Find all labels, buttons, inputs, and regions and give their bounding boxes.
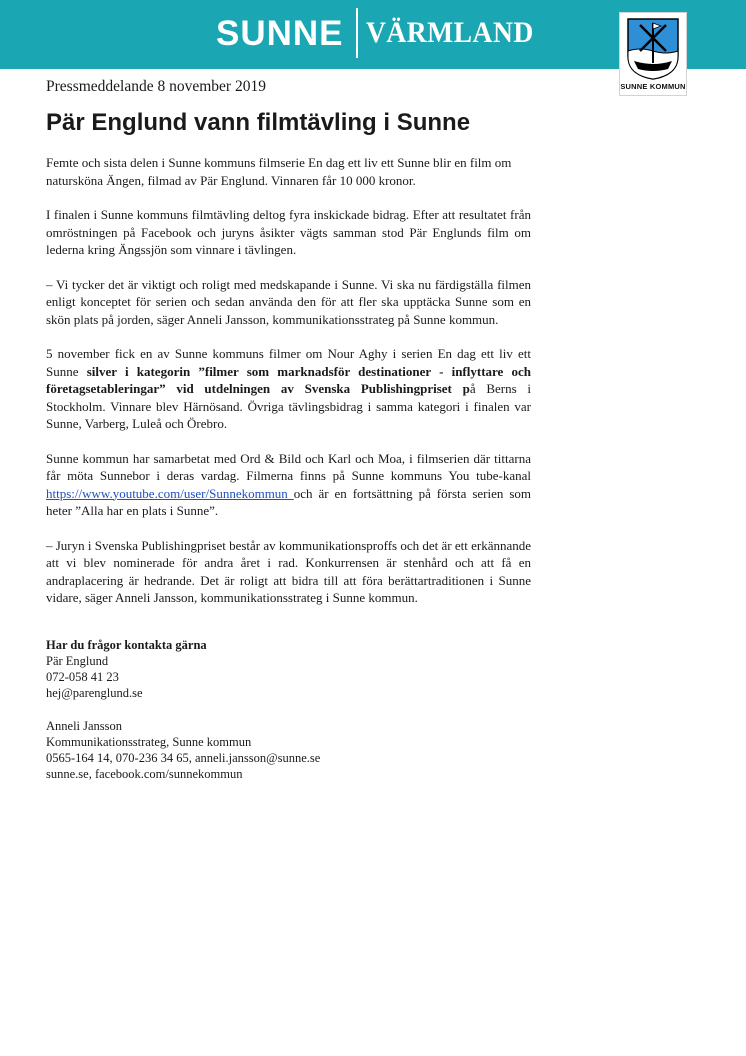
- paragraph-quote: – Vi tycker det är viktigt och roligt med medskapande i Sunne. Vi ska nu färdigställa filmen enligt konceptet för serien och sedan använda den för att fler ska upptäcka Sunne som en skön plats på jorden, säger Anneli Jansson, kommunikationsstrateg på Sunne kommun.: [46, 276, 531, 327]
- contact-2-details: 0565-164 14, 070-236 34 65, anneli.jansson@sunne.se: [46, 750, 321, 765]
- crest-label: SUNNE KOMMUN: [620, 82, 686, 91]
- sunne-coat-of-arms-icon: [626, 17, 680, 81]
- press-release: [46, 77, 531, 782]
- contact-2-web: sunne.se, facebook.com/sunnekommun: [46, 766, 243, 781]
- brand-sunne-text: SUNNE: [216, 13, 344, 53]
- municipality-crest: [619, 12, 687, 96]
- brand-varmland-text: VÄRMLAND: [365, 16, 534, 49]
- award-text-bold: silver i kategorin ”filmer som marknadsför destinationer - inflyttare och företagsetableringar” vid utdelningen av Svenska Publishingpriset p: [46, 363, 532, 396]
- dateline: Pressmeddelande 8 november 2019: [46, 78, 266, 95]
- award-text-end: å Berns i Stockholm. Vinnare blev Härnösand. Övriga tävlingsbidrag i samma kategori i finalen var Sunne, Varberg, Luleå och Örebro.: [46, 381, 531, 431]
- contact-section: [46, 637, 531, 782]
- contact-2-name: Anneli Jansson: [46, 718, 123, 733]
- brand-logo: [216, 8, 548, 58]
- collab-text-end: och är en fortsättning på första serien som heter ”Alla har en plats i Sunne”.: [46, 485, 531, 518]
- paragraph-collaboration: [46, 450, 531, 520]
- contact-2-role: Kommunikationsstrateg, Sunne kommun: [46, 734, 252, 749]
- contact-spacer: [46, 701, 531, 718]
- paragraph-intro: Femte och sista delen i Sunne kommuns filmserie En dag ett liv ett Sunne blir en film om natursköna Ängen, filmad av Pär Englund. Vinnaren får 10 000 kronor.: [46, 155, 512, 188]
- contact-heading: Har du frågor kontakta gärna: [46, 637, 207, 652]
- contact-1-phone: 072-058 41 23: [46, 669, 119, 684]
- collab-text-start: Sunne kommun har samarbetat med Ord & Bild och Karl och Moa, i filmserien där tittarna får möta Sunnebor i deras vardag. Filmerna finns på Sunne kommuns You tube-kanal: [46, 450, 531, 483]
- award-text-start: 5 november fick en av Sunne kommuns filmer om Nour Aghy i serien En dag ett liv ett Sunne: [46, 346, 531, 379]
- contact-1-email: hej@parenglund.se: [46, 685, 143, 700]
- brand-divider: [356, 8, 358, 58]
- paragraph-award: [46, 345, 531, 433]
- youtube-link[interactable]: https://www.youtube.com/user/Sunnekommun: [46, 485, 294, 501]
- paragraph-final: I finalen i Sunne kommuns filmtävling deltog fyra inskickade bidrag. Efter att resultatet från omröstningen på Facebook och juryns åsikter vägts samman stod Pär Englunds film om lederna kring Ängssjön som vinnare i tävlingen.: [46, 207, 531, 257]
- contact-1-name: Pär Englund: [46, 653, 109, 668]
- page-title: Pär Englund vann filmtävling i Sunne: [46, 109, 471, 136]
- paragraph-jury: – Juryn i Svenska Publishingpriset består av kommunikationsproffs och det är ett erkännande att vi blev nominerade för andra året i rad. Konkurrensen är stenhård och att få en andraplacering är hedrande. Det är roligt att bidra till att föra berättartraditionen i Sunne vidare, säger Anneli Jansson, kommunikationsstrateg i Sunne kommun.: [46, 537, 531, 605]
